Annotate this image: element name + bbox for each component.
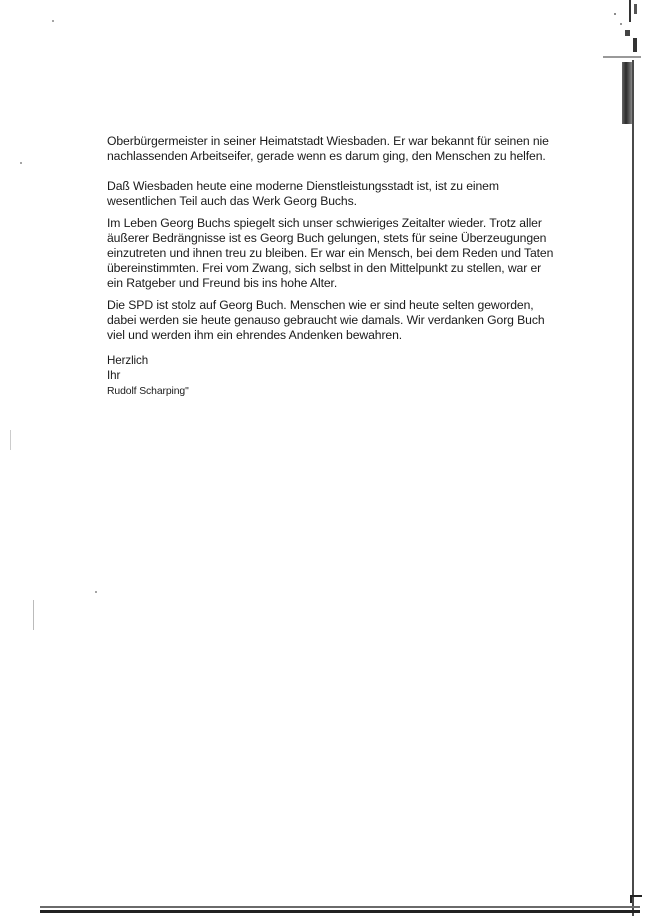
scan-noise-top-right (603, 0, 641, 60)
scan-speck (52, 20, 54, 22)
closing-herzlich: Herzlich (107, 354, 149, 367)
scan-speck (95, 591, 97, 593)
closing-ihr: Ihr (107, 369, 121, 382)
scan-bottom-edge-line (40, 906, 640, 908)
paragraph-dienstleistungsstadt: Daß Wiesbaden heute eine moderne Dienstleistungsstadt ist, ist zu einem wesentlichen Teil auch das Werk Georg Buchs. (107, 179, 499, 208)
scan-speck (10, 430, 11, 450)
signature-name: Rudolf Scharping" (107, 386, 189, 397)
paragraph-spd-stolz: Die SPD ist stolz auf Georg Buch. Menschen wie er sind heute selten geworden, dabei werden sie heute genauso gebraucht wie damals. Wir verdanken Gorg Buch viel und werden ihm ein ehrendes Andenken bewahren. (107, 298, 545, 342)
scan-bottom-edge-shadow (40, 910, 640, 913)
scan-right-edge-line (632, 60, 634, 916)
scan-corner-mark (630, 895, 642, 903)
paragraph-oberbuergermeister: Oberbürgermeister in seiner Heimatstadt Wiesbaden. Er war bekannt für seinen nie nachlassenden Arbeitseifer, gerade wenn es darum ging, den Menschen zu helfen. (107, 134, 549, 163)
paragraph-leben-georg-buchs: Im Leben Georg Buchs spiegelt sich unser schwieriges Zeitalter wieder. Trotz aller äußerer Bedrängnisse ist es Georg Buch gelungen, stets für seine Überzeugungen einzutreten und ihnen treu zu bleiben. Er war ein Mensch, bei dem Reden und Taten übereinstimmten. Frei vom Zwang, sich selbst in den Mittelpunkt zu stellen, war er ein Ratgeber und Freund bis ins hohe Alter. (107, 216, 554, 290)
scan-dark-edge-mark (622, 62, 632, 124)
scan-speck (33, 600, 34, 630)
scan-speck (20, 162, 22, 164)
